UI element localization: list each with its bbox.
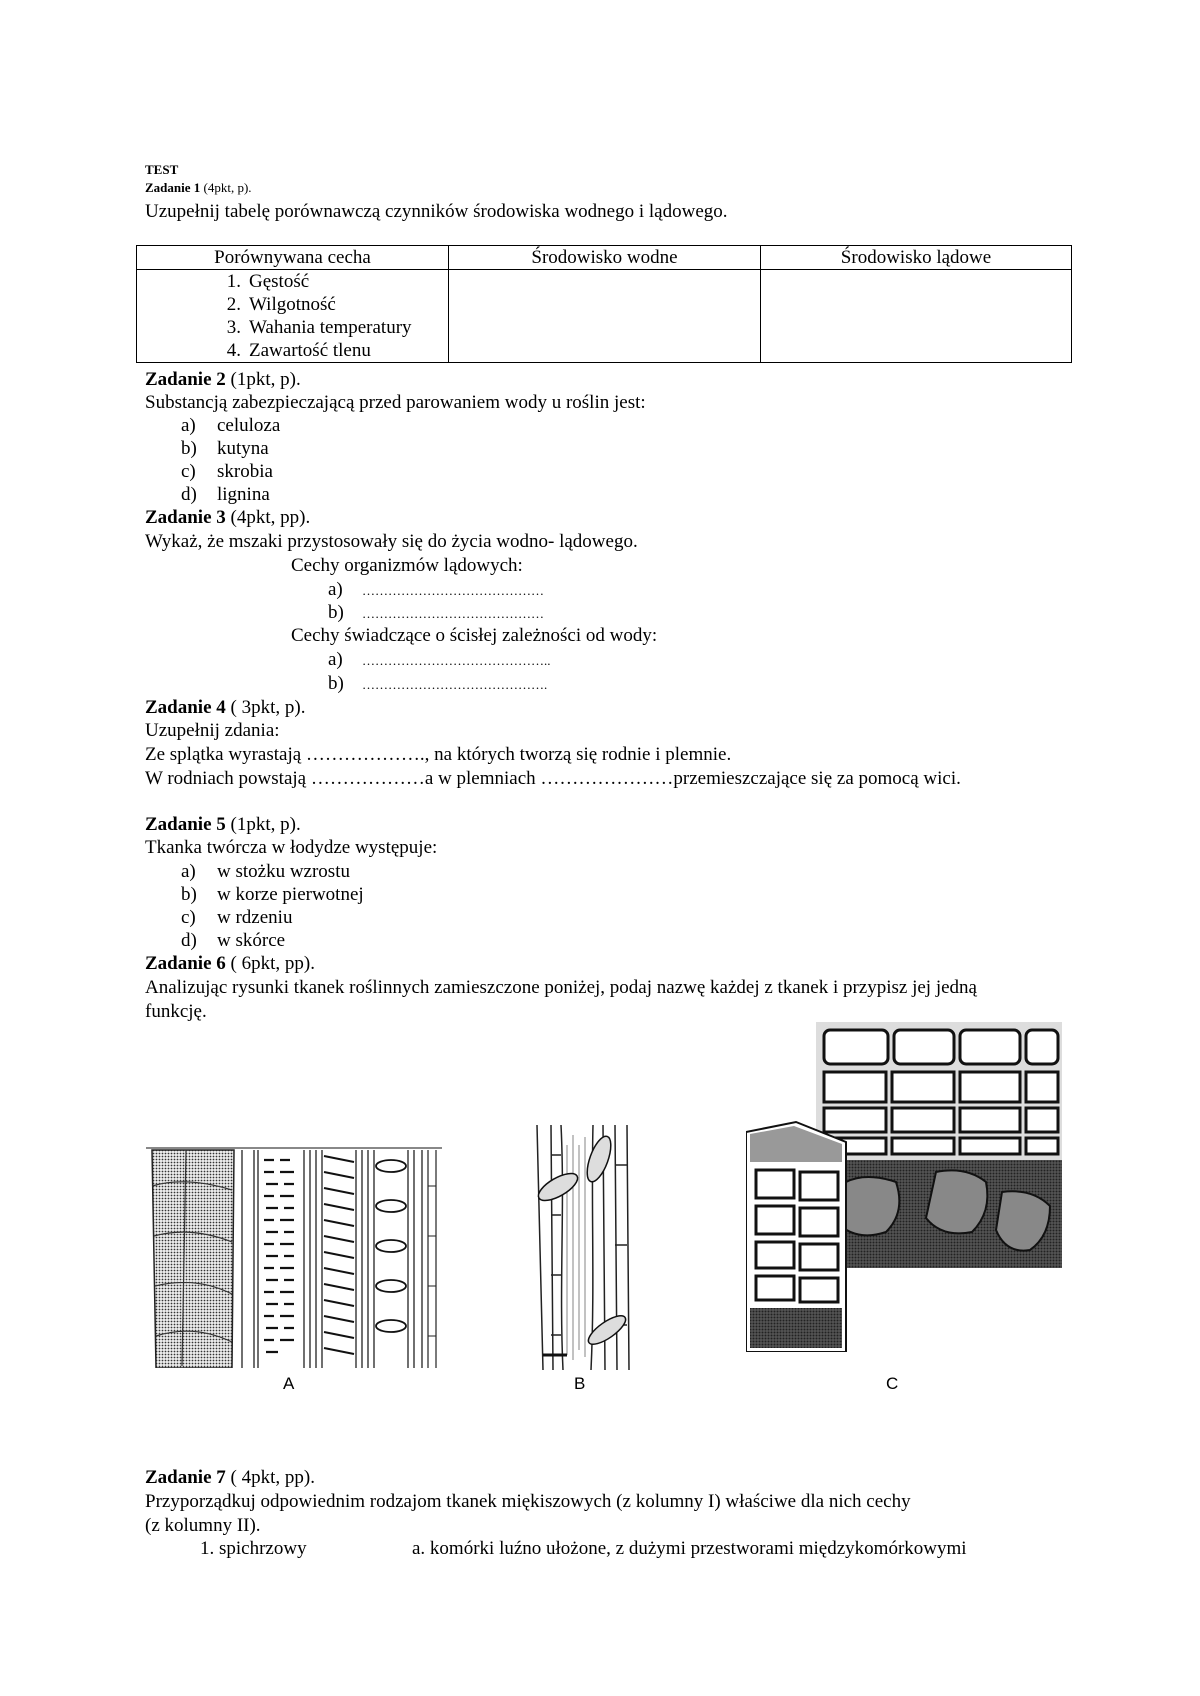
- task5-prompt: Tkanka twórcza w łodydze występuje:: [145, 837, 438, 858]
- task7-column-1-item: 1. spichrzowy: [200, 1538, 307, 1559]
- task1-title: Zadanie 1: [145, 180, 201, 195]
- figure-label-a: A: [283, 1374, 295, 1393]
- task1-heading: [145, 180, 252, 196]
- task7-prompt: Przyporządkuj odpowiednim rodzajom tkanek miękiszowych (z kolumny I) właściwe dla nich cechy: [145, 1491, 911, 1512]
- task7-prompt-cont: (z kolumny II).: [145, 1515, 261, 1536]
- task3-points: (4pkt, pp).: [225, 507, 311, 528]
- task3-prompt: Wykaż, że mszaki przystosowały się do życia wodno- lądowego.: [145, 531, 638, 552]
- task1-points: (4pkt, p).: [200, 180, 252, 195]
- option-d[interactable]: d) lignina: [181, 484, 270, 505]
- task4-title: Zadanie 4: [145, 697, 226, 718]
- option-c[interactable]: c) skrobia: [181, 461, 273, 482]
- task3-answer-line[interactable]: b) …………………………………….: [328, 673, 548, 694]
- option-c[interactable]: c) w rdzeniu: [181, 907, 293, 928]
- task3-answer-line[interactable]: a) ……………………………………: [328, 579, 544, 600]
- task5-points: (1pkt, p).: [225, 814, 301, 835]
- table-row: [137, 270, 1072, 363]
- task7-points: ( 4pkt, pp).: [225, 1467, 315, 1488]
- answer-cell-land[interactable]: [761, 270, 1072, 363]
- task6-prompt-cont: funkcję.: [145, 1001, 207, 1022]
- list-item: 2. Wilgotność: [226, 294, 336, 315]
- tissue-drawing-b: [533, 1125, 641, 1370]
- task6-prompt: Analizując rysunki tkanek roślinnych zamieszczone poniżej, podaj nazwę każdej z tkanek i przypisz jej jedną: [145, 977, 977, 998]
- option-b[interactable]: b) w korze pierwotnej: [181, 884, 364, 905]
- list-item: 4. Zawartość tlenu: [226, 340, 371, 361]
- task3-group2: Cechy świadczące o ścisłej zależności od wody:: [291, 625, 658, 646]
- tissue-drawing-a: [146, 1146, 442, 1368]
- figure-label-c: C: [886, 1374, 899, 1393]
- task2-heading: [145, 368, 301, 391]
- list-item: 1. Gęstość: [226, 271, 310, 292]
- task2-title: Zadanie 2: [145, 369, 226, 390]
- feature-list-cell: [137, 270, 449, 363]
- table-header-cell: Porównywana cecha: [137, 246, 449, 270]
- task6-points: ( 6pkt, pp).: [225, 953, 315, 974]
- task6-heading: [145, 952, 315, 975]
- task5-title: Zadanie 5: [145, 814, 226, 835]
- task3-group1: Cechy organizmów lądowych:: [291, 555, 523, 576]
- task4-points: ( 3pkt, p).: [225, 697, 306, 718]
- tissue-drawing-c: [746, 1022, 1062, 1352]
- doc-title: TEST: [145, 162, 179, 177]
- option-a[interactable]: a) w stożku wzrostu: [181, 861, 350, 882]
- option-a[interactable]: a) celuloza: [181, 415, 281, 436]
- task4-heading: [145, 696, 305, 719]
- feature-list: [137, 270, 448, 362]
- table-header-cell: Środowisko lądowe: [761, 246, 1072, 270]
- task3-heading: [145, 506, 310, 529]
- option-b[interactable]: b) kutyna: [181, 438, 269, 459]
- task1-prompt: Uzupełnij tabelę porównawczą czynników środowiska wodnego i lądowego.: [145, 201, 728, 222]
- task2-points: (1pkt, p).: [225, 369, 301, 390]
- task4-sentence-2[interactable]: W rodniach powstają ………………a w plemniach …………………przemieszczające się za pomocą wici.: [145, 768, 961, 789]
- task7-title: Zadanie 7: [145, 1467, 226, 1488]
- figure-label-b: B: [574, 1374, 586, 1393]
- task3-answer-line[interactable]: a) ……………………………………..: [328, 649, 551, 670]
- comparison-table: [136, 245, 1072, 363]
- task3-title: Zadanie 3: [145, 507, 226, 528]
- task4-sentence-1[interactable]: Ze splątka wyrastają ………………., na których tworzą się rodnie i plemnie.: [145, 744, 732, 765]
- answer-cell-water[interactable]: [449, 270, 761, 363]
- task6-title: Zadanie 6: [145, 953, 226, 974]
- task7-heading: [145, 1466, 315, 1489]
- option-d[interactable]: d) w skórce: [181, 930, 286, 951]
- task2-prompt: Substancją zabezpieczającą przed parowaniem wody u roślin jest:: [145, 392, 646, 413]
- table-header-cell: Środowisko wodne: [449, 246, 761, 270]
- task7-column-2-item: a. komórki luźno ułożone, z dużymi przestworami międzykomórkowymi: [412, 1538, 967, 1559]
- task3-answer-line[interactable]: b) ……………………………………: [328, 602, 544, 623]
- task5-heading: [145, 813, 301, 836]
- list-item: 3. Wahania temperatury: [226, 317, 412, 338]
- table-header-row: [137, 246, 1072, 270]
- task4-prompt: Uzupełnij zdania:: [145, 720, 280, 741]
